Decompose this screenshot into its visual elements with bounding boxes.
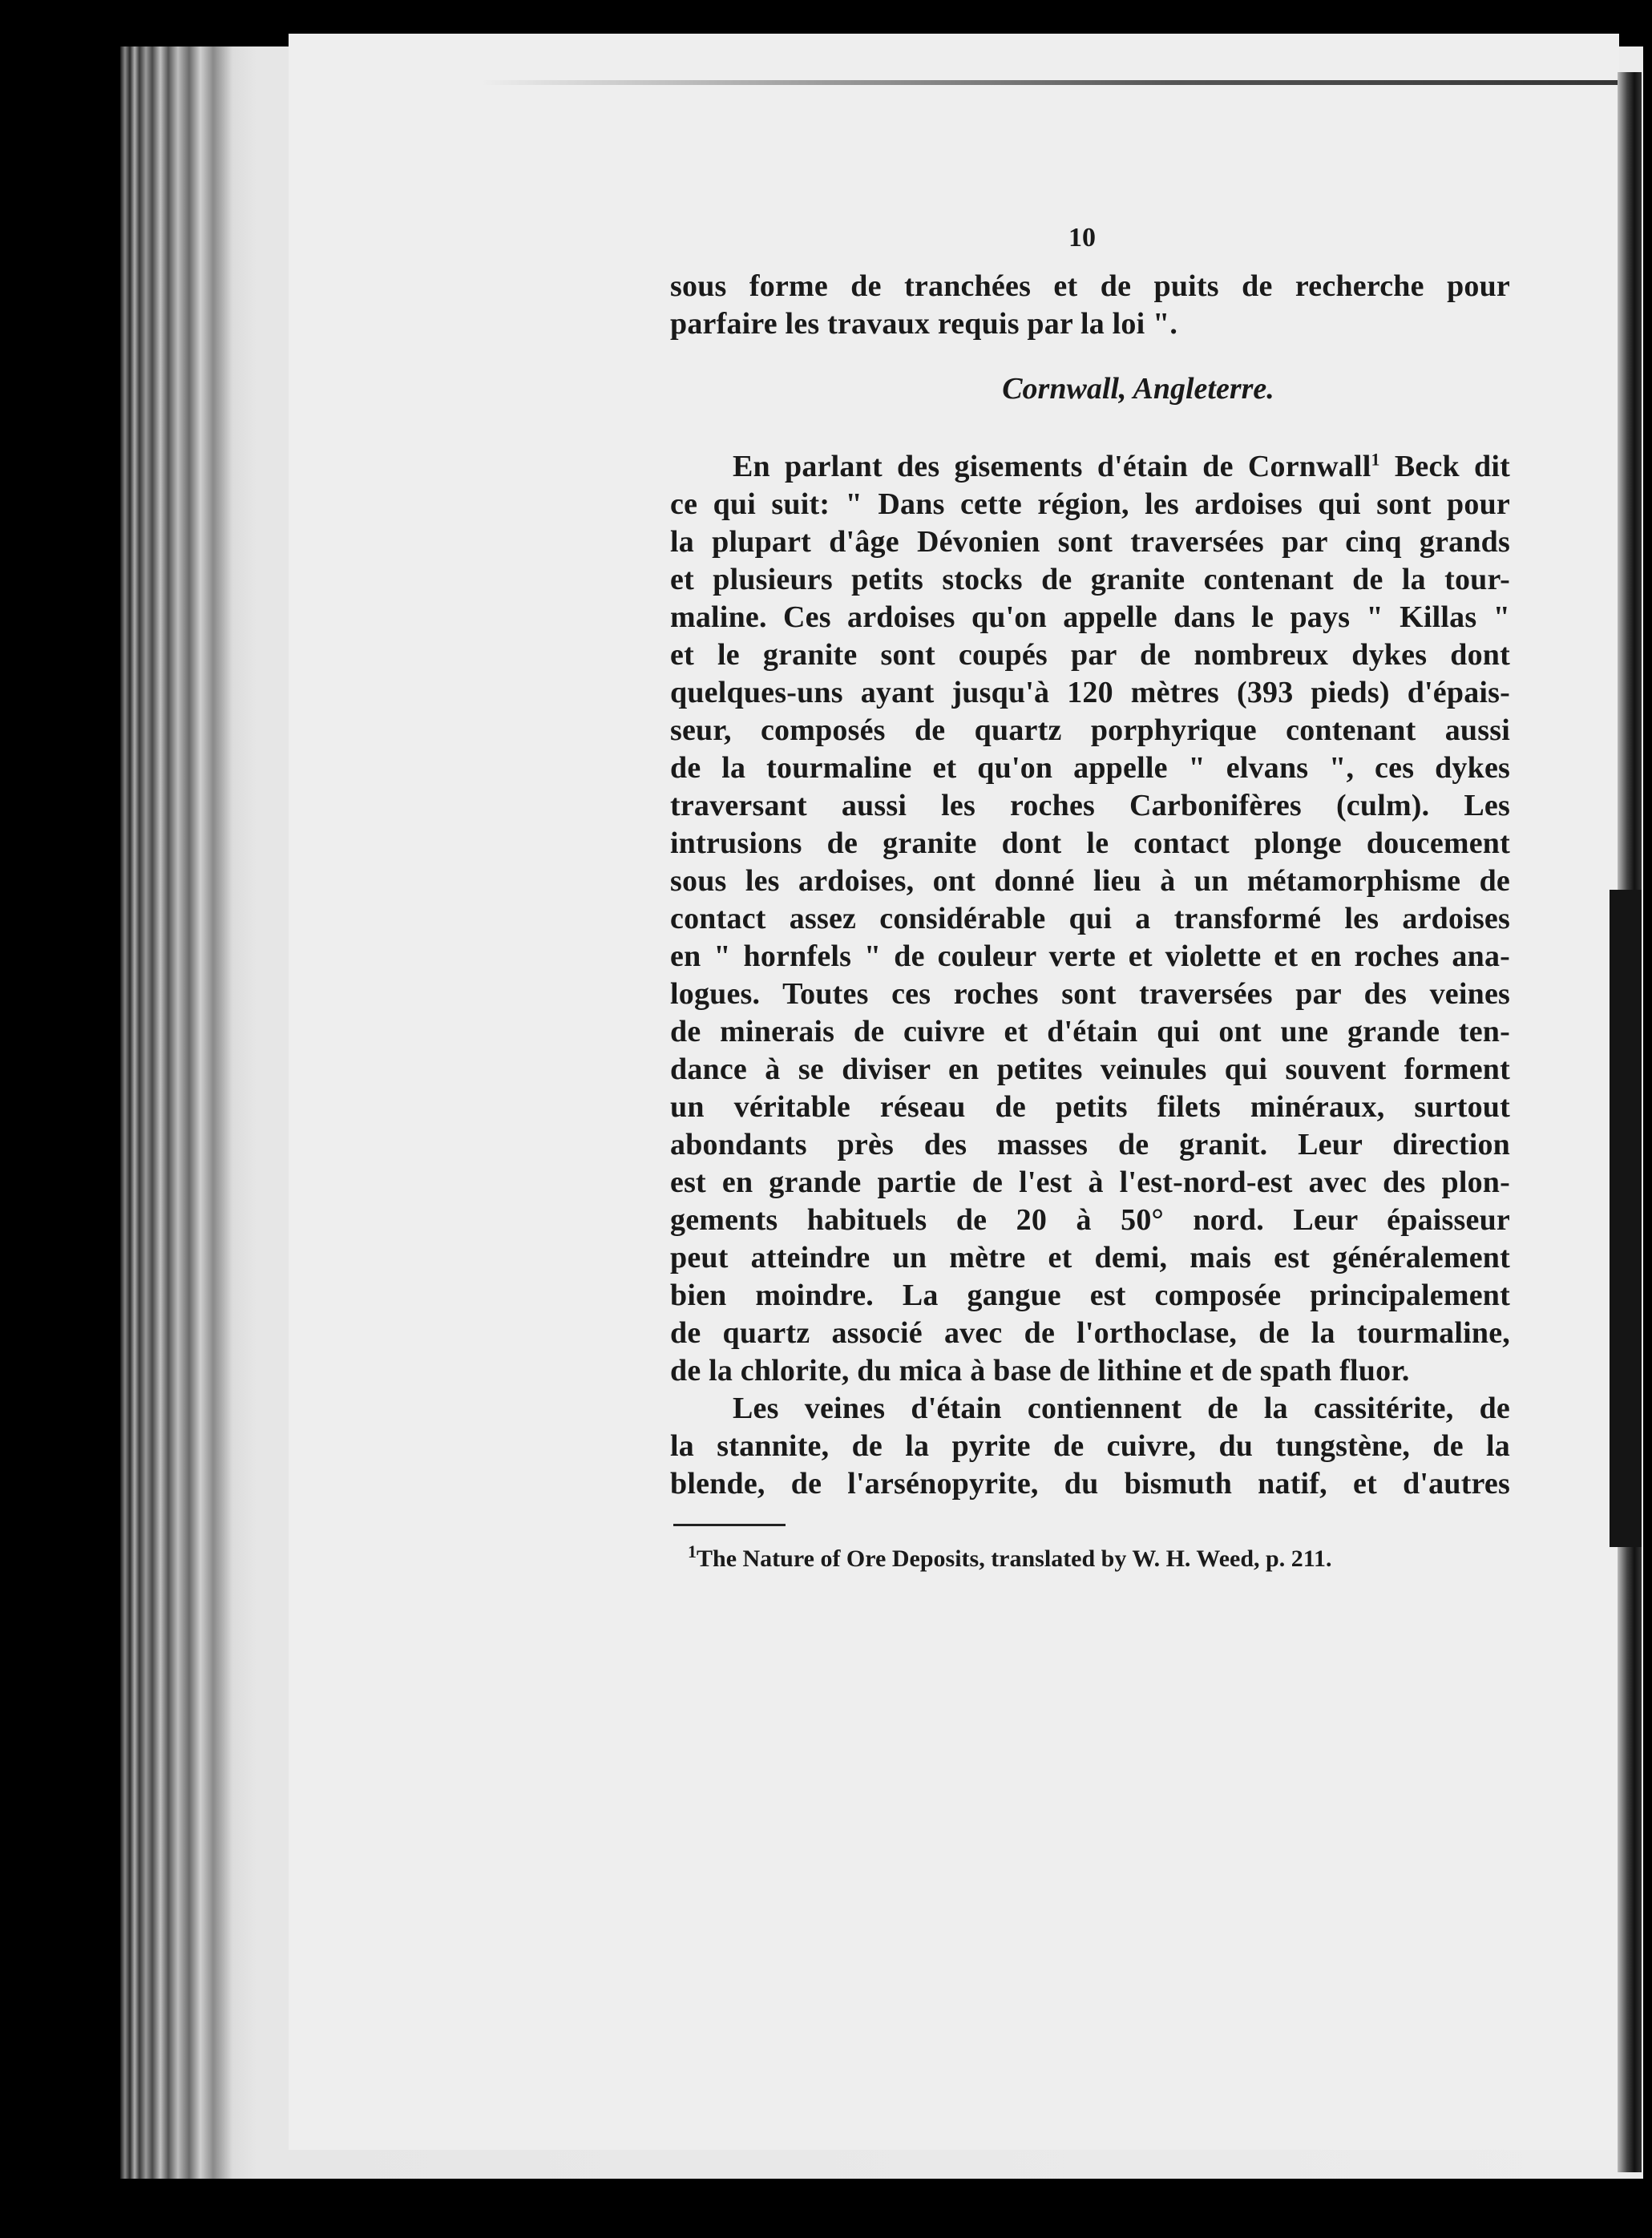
- text-line: [670, 448, 1510, 486]
- text-line: logues. Toutes ces roches sont traversées par des veines: [670, 977, 1510, 1011]
- page-text: [670, 268, 1510, 1574]
- text-line: maline. Ces ardoises qu'on appelle dans le pays " Killas ": [670, 600, 1510, 634]
- text-line: en " hornfels " de couleur verte et violette et en roches ana-: [670, 939, 1510, 973]
- section-heading: Cornwall, Angleterre.: [1002, 372, 1274, 406]
- text-line: sous les ardoises, ont donné lieu à un métamorphisme de: [670, 864, 1510, 898]
- text-line: et plusieurs petits stocks de granite contenant de la tour-: [670, 563, 1510, 596]
- footnote-marker: 1: [688, 1541, 697, 1561]
- text-line: bien moindre. La gangue est composée principalement: [670, 1279, 1510, 1312]
- text-line: de quartz associé avec de l'orthoclase, de la tourmaline,: [670, 1316, 1510, 1350]
- page-top-edge: [481, 80, 1635, 85]
- text-line: la plupart d'âge Dévonien sont traversées par cinq grands: [670, 525, 1510, 559]
- text-line: un véritable réseau de petits filets minéraux, surtout: [670, 1090, 1510, 1124]
- text-line: ce qui suit: " Dans cette région, les ardoises qui sont pour: [670, 487, 1510, 521]
- text-line: peut atteindre un mètre et demi, mais est généralement: [670, 1241, 1510, 1275]
- text-line: gements habituels de 20 à 50° nord. Leur épaisseur: [670, 1203, 1510, 1237]
- text-line: parfaire les travaux requis par la loi ".: [670, 307, 1178, 341]
- text-line: de la tourmaline et qu'on appelle " elvans ", ces dykes: [670, 751, 1510, 785]
- text-line: de minerais de cuivre et d'étain qui ont une grande ten-: [670, 1015, 1510, 1048]
- page-number: 10: [1068, 223, 1096, 252]
- text-line: traversant aussi les roches Carbonifères (culm). Les: [670, 789, 1510, 822]
- text-line: seur, composés de quartz porphyrique contenant aussi: [670, 713, 1510, 747]
- text-line: est en grande partie de l'est à l'est-nord-est avec des plon-: [670, 1165, 1510, 1199]
- paragraph-veines: [670, 1390, 1510, 1503]
- footnote-divider: [673, 1524, 786, 1526]
- text-line: dance à se diviser en petites veinules qui souvent forment: [670, 1052, 1510, 1086]
- text-line: de la chlorite, du mica à base de lithine et de spath fluor.: [670, 1354, 1410, 1388]
- page-right-shadow: [1610, 890, 1642, 1547]
- text-line: contact assez considérable qui a transformé les ardoises: [670, 902, 1510, 935]
- continued-paragraph: [670, 268, 1510, 343]
- text-line: blende, de l'arsénopyrite, du bismuth natif, et d'autres: [670, 1467, 1510, 1501]
- text-line: la stannite, de la pyrite de cuivre, du tungstène, de la: [670, 1429, 1510, 1463]
- text-fragment: Beck dit: [1379, 450, 1510, 483]
- text-line: et le granite sont coupés par de nombreux dykes dont: [670, 638, 1510, 672]
- paragraph-cornwall: [670, 448, 1510, 1390]
- text-line: Les veines d'étain contiennent de la cassitérite, de: [733, 1392, 1510, 1425]
- text-line: quelques-uns ayant jusqu'à 120 mètres (393 pieds) d'épais-: [670, 676, 1510, 709]
- footnote: [670, 1541, 1510, 1574]
- footnote-text: The Nature of Ore Deposits, translated by W. H. Weed, p. 211.: [697, 1545, 1332, 1572]
- footnote-ref: 1: [1371, 449, 1380, 470]
- text-line: intrusions de granite dont le contact plonge doucement: [670, 826, 1510, 860]
- text-fragment: En parlant des gisements d'étain de Cornwall: [733, 450, 1371, 483]
- text-line: sous forme de tranchées et de puits de recherche pour: [670, 269, 1510, 303]
- text-line: abondants près des masses de granit. Leur direction: [670, 1128, 1510, 1161]
